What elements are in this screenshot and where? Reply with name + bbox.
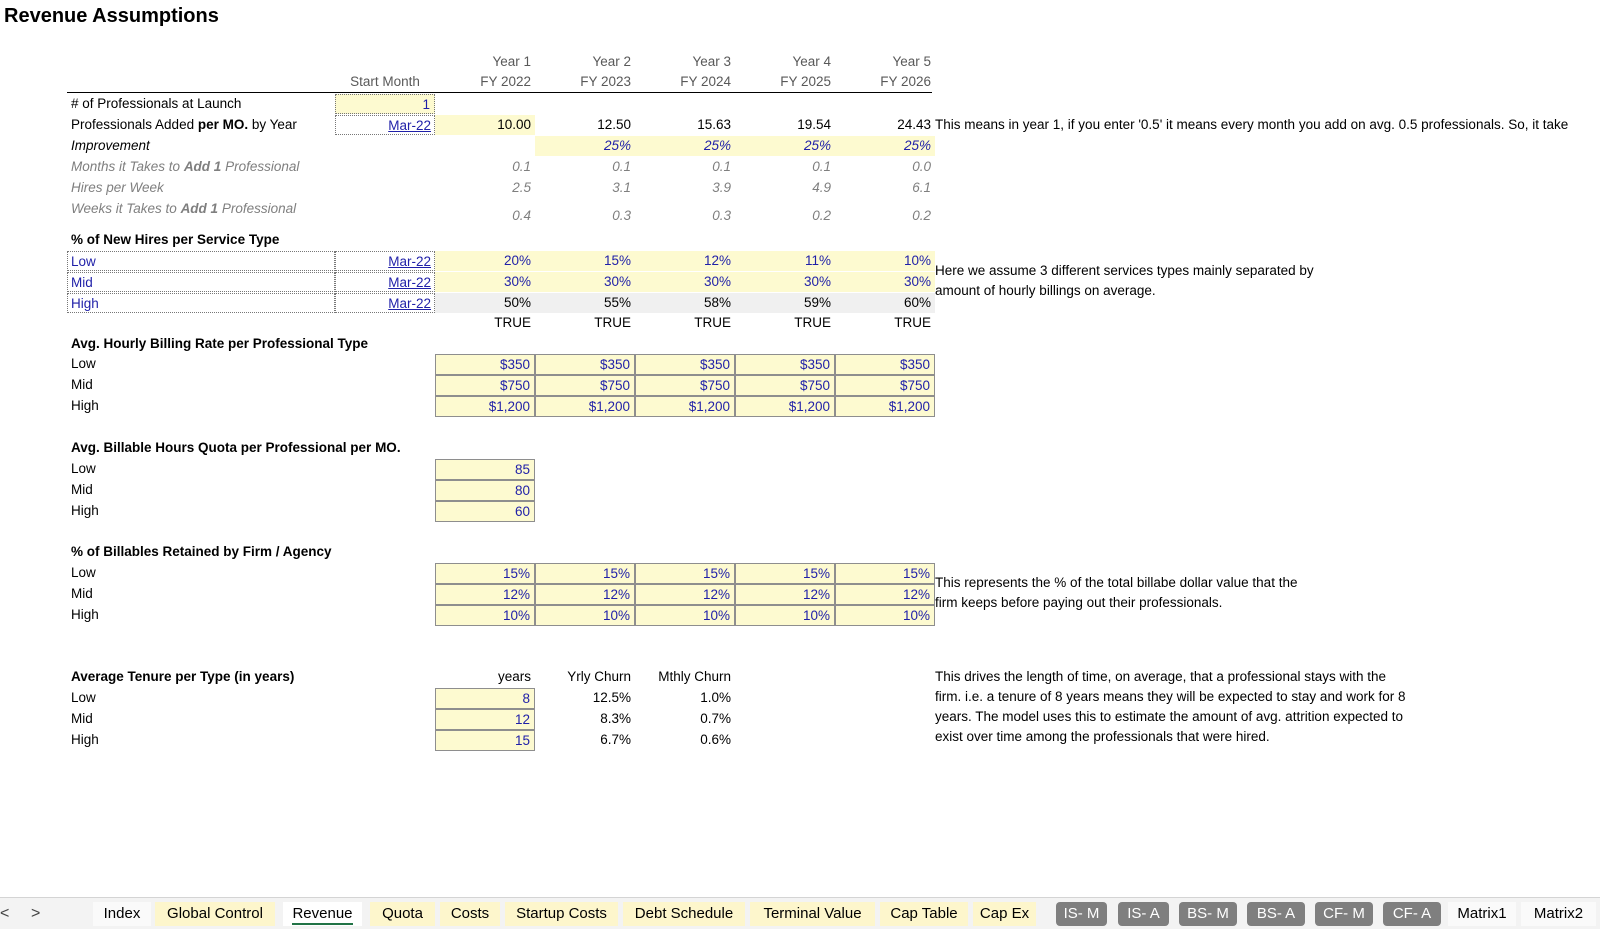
new-hire-pct-cell[interactable]: 20% bbox=[435, 251, 535, 271]
billing-rate-cell[interactable]: $1,200 bbox=[835, 396, 935, 417]
sheet-tab-label: Global Control bbox=[167, 905, 263, 922]
billing-rate-cell[interactable]: $750 bbox=[735, 375, 835, 396]
sheet-tab[interactable] bbox=[155, 902, 275, 926]
sheet-tab[interactable] bbox=[1247, 902, 1305, 926]
year-header: Year 5 bbox=[892, 54, 931, 69]
launch-label: # of Professionals at Launch bbox=[71, 96, 242, 111]
months-cell: 0.0 bbox=[912, 159, 931, 174]
hires-cell: 6.1 bbox=[912, 180, 931, 195]
improvement-cell[interactable]: 25% bbox=[735, 136, 835, 156]
sheet-tab[interactable] bbox=[1521, 902, 1596, 926]
sheet-tab-label: Matrix1 bbox=[1457, 905, 1507, 922]
added-value-cell: 24.43 bbox=[897, 117, 931, 132]
new-hire-pct-cell[interactable]: 30% bbox=[735, 272, 835, 292]
added-value-cell: 15.63 bbox=[697, 117, 731, 132]
sheet-tab-label: Quota bbox=[382, 905, 423, 922]
sheet-tab[interactable] bbox=[1448, 902, 1516, 926]
weeks-cell: 0.3 bbox=[712, 208, 731, 223]
retained-pct-cell[interactable]: 12% bbox=[735, 584, 835, 605]
row-label: Mid bbox=[71, 586, 93, 601]
weeks-cell: 0.4 bbox=[512, 208, 531, 223]
sheet-tab-label: Index bbox=[103, 905, 141, 922]
sheet-tab[interactable] bbox=[283, 902, 362, 926]
sheet-tab-label: Matrix2 bbox=[1533, 905, 1584, 922]
weeks-cell: 0.2 bbox=[912, 208, 931, 223]
billing-rate-cell[interactable]: $750 bbox=[635, 375, 735, 396]
tenure-note-line: firm. i.e. a tenure of 8 years means they will be expected to stay and work for 8 bbox=[935, 689, 1406, 704]
months-cell: 0.1 bbox=[812, 159, 831, 174]
billing-rate-cell[interactable]: $750 bbox=[535, 375, 635, 396]
retained-pct-cell[interactable]: 10% bbox=[835, 605, 935, 626]
sheet-tab-label: IS- A bbox=[1127, 905, 1160, 922]
year-header: Year 3 bbox=[692, 54, 731, 69]
retained-pct-cell[interactable]: 12% bbox=[435, 584, 535, 605]
row-label: High bbox=[71, 503, 99, 518]
sheet-tab-label: Revenue bbox=[292, 905, 352, 925]
tenure-heading: Average Tenure per Type (in years) bbox=[71, 669, 295, 684]
sheet-tab[interactable] bbox=[623, 902, 745, 926]
added-note: This means in year 1, if you enter '0.5' it means every month you add on avg. 0.5 professionals. So, it take bbox=[935, 117, 1569, 132]
row-label: High bbox=[71, 398, 99, 413]
retained-pct-cell[interactable]: 15% bbox=[735, 563, 835, 584]
sheet-tab-label: Cap Ex bbox=[979, 905, 1030, 922]
hours-quota-heading: Avg. Billable Hours Quota per Professional per MO. bbox=[71, 440, 401, 455]
added-start-cell[interactable]: Mar-22 bbox=[335, 115, 435, 135]
check-cell: TRUE bbox=[594, 315, 631, 330]
sheet-tab[interactable] bbox=[973, 902, 1036, 926]
sheet-tab-label: CF- M bbox=[1323, 905, 1365, 922]
sheet-tab[interactable] bbox=[370, 902, 435, 926]
tenure-note-line: This drives the length of time, on average, that a professional stays with the bbox=[935, 669, 1386, 684]
months-label: Months it Takes to Add 1 Professional bbox=[71, 159, 300, 174]
service-start-cell[interactable]: Mar-22 bbox=[335, 272, 435, 292]
sheet-tab[interactable] bbox=[1056, 902, 1107, 926]
fy-header: FY 2024 bbox=[680, 74, 731, 89]
mthly-churn-cell: 1.0% bbox=[700, 690, 731, 705]
page-title: Revenue Assumptions bbox=[4, 5, 219, 27]
hires-cell: 3.1 bbox=[612, 180, 631, 195]
sheet-tab-label: Terminal Value bbox=[763, 905, 862, 922]
new-hire-pct-cell: 55% bbox=[535, 293, 635, 313]
billing-rate-cell[interactable]: $1,200 bbox=[535, 396, 635, 417]
improvement-cell[interactable]: 25% bbox=[635, 136, 735, 156]
retained-pct-cell[interactable]: 15% bbox=[435, 563, 535, 584]
retained-pct-cell[interactable]: 12% bbox=[635, 584, 735, 605]
improvement-cell[interactable]: 25% bbox=[835, 136, 935, 156]
billing-rate-cell[interactable]: $750 bbox=[835, 375, 935, 396]
tenure-years-cell[interactable]: 8 bbox=[435, 688, 535, 709]
row-label: Mid bbox=[71, 377, 93, 392]
retained-pct-cell[interactable]: 10% bbox=[535, 605, 635, 626]
fy-header: FY 2022 bbox=[480, 74, 531, 89]
retained-heading: % of Billables Retained by Firm / Agency bbox=[71, 544, 332, 559]
tenure-years-cell[interactable]: 12 bbox=[435, 709, 535, 730]
row-label: Mid bbox=[71, 482, 93, 497]
sheet-tab-label: BS- A bbox=[1256, 905, 1296, 922]
new-hire-pct-cell[interactable]: 15% bbox=[535, 251, 635, 271]
sheet-tab-label: Debt Schedule bbox=[634, 905, 734, 922]
improvement-cell[interactable]: 25% bbox=[535, 136, 635, 156]
retained-pct-cell[interactable]: 15% bbox=[535, 563, 635, 584]
hires-cell: 4.9 bbox=[812, 180, 831, 195]
sheet-tab-label: Startup Costs bbox=[516, 905, 607, 922]
new-hire-pct-cell: 60% bbox=[835, 293, 935, 313]
row-label: High bbox=[71, 732, 99, 747]
sheet-tab[interactable] bbox=[93, 902, 151, 926]
added-value-cell: 19.54 bbox=[797, 117, 831, 132]
new-hire-pct-cell[interactable]: 30% bbox=[635, 272, 735, 292]
retained-pct-cell[interactable]: 12% bbox=[835, 584, 935, 605]
sheet-tab-bar bbox=[0, 897, 1600, 929]
sheet-tab-label: IS- M bbox=[1063, 905, 1100, 922]
sheet-tab[interactable] bbox=[750, 902, 875, 926]
check-cell: TRUE bbox=[694, 315, 731, 330]
sheet-tab-label: Cap Table bbox=[890, 905, 958, 922]
weeks-cell: 0.3 bbox=[612, 208, 631, 223]
sheet-tab[interactable] bbox=[1315, 902, 1373, 926]
tenure-note-line: exist over time among the professionals that were hired. bbox=[935, 729, 1270, 744]
service-start-cell[interactable]: Mar-22 bbox=[335, 293, 435, 313]
tenure-years-cell[interactable]: 15 bbox=[435, 730, 535, 751]
yrly-churn-cell: 8.3% bbox=[600, 711, 631, 726]
added-value-cell[interactable]: 10.00 bbox=[435, 115, 535, 135]
retained-pct-cell[interactable]: 10% bbox=[435, 605, 535, 626]
service-type-label: High bbox=[67, 293, 335, 313]
check-cell: TRUE bbox=[894, 315, 931, 330]
start-month-header: Start Month bbox=[350, 74, 420, 89]
yrly-churn-cell: 12.5% bbox=[592, 690, 631, 705]
billing-rate-cell[interactable]: $350 bbox=[735, 354, 835, 375]
row-label: Low bbox=[71, 461, 96, 476]
billing-rate-cell[interactable]: $1,200 bbox=[735, 396, 835, 417]
billing-rate-cell[interactable]: $350 bbox=[435, 354, 535, 375]
sheet-tab-label: BS- M bbox=[1187, 905, 1229, 922]
new-hire-pct-cell: 50% bbox=[435, 293, 535, 313]
year-header: Year 1 bbox=[492, 54, 531, 69]
sheet-tab[interactable] bbox=[505, 902, 618, 926]
tenure-years-header: years bbox=[497, 669, 531, 684]
retained-pct-cell[interactable]: 10% bbox=[635, 605, 735, 626]
new-hire-pct-cell[interactable]: 11% bbox=[735, 251, 835, 271]
fy-header: FY 2025 bbox=[780, 74, 831, 89]
added-value-cell: 12.50 bbox=[597, 117, 631, 132]
added-label: Professionals Added per MO. by Year bbox=[71, 117, 297, 132]
billing-rate-cell[interactable]: $350 bbox=[635, 354, 735, 375]
sheet-tab[interactable] bbox=[880, 902, 968, 926]
retained-pct-cell[interactable]: 15% bbox=[835, 563, 935, 584]
new-hire-pct-cell[interactable]: 12% bbox=[635, 251, 735, 271]
tenure-yrly-header: Yrly Churn bbox=[567, 669, 631, 684]
new-hire-pct-cell: 58% bbox=[635, 293, 735, 313]
row-label: Low bbox=[71, 356, 96, 371]
hires-label: Hires per Week bbox=[71, 180, 164, 195]
new-hires-note-1: Here we assume 3 different services types mainly separated by bbox=[935, 263, 1314, 278]
months-cell: 0.1 bbox=[712, 159, 731, 174]
weeks-label: Weeks it Takes to Add 1 Professional bbox=[71, 201, 297, 216]
launch-value-cell[interactable]: 1 bbox=[335, 94, 435, 114]
row-label: High bbox=[71, 607, 99, 622]
retained-pct-cell[interactable]: 12% bbox=[535, 584, 635, 605]
fy-header: FY 2026 bbox=[880, 74, 931, 89]
fy-header: FY 2023 bbox=[580, 74, 631, 89]
billing-rate-cell[interactable]: $350 bbox=[835, 354, 935, 375]
year-header: Year 2 bbox=[592, 54, 631, 69]
weeks-cell: 0.2 bbox=[812, 208, 831, 223]
sheet-tab-label: Costs bbox=[450, 905, 490, 922]
quota-hours-cell[interactable]: 80 bbox=[435, 480, 535, 501]
new-hires-heading: % of New Hires per Service Type bbox=[71, 232, 280, 247]
new-hire-pct-cell[interactable]: 30% bbox=[835, 272, 935, 292]
billing-rate-cell[interactable]: $750 bbox=[435, 375, 535, 396]
billing-rate-cell[interactable]: $1,200 bbox=[635, 396, 735, 417]
year-header: Year 4 bbox=[792, 54, 831, 69]
new-hire-pct-cell[interactable]: 10% bbox=[835, 251, 935, 271]
new-hire-pct-cell: 59% bbox=[735, 293, 835, 313]
row-label: Low bbox=[71, 565, 96, 580]
months-cell: 0.1 bbox=[612, 159, 631, 174]
hires-cell: 3.9 bbox=[712, 180, 731, 195]
sheet-tab-label: CF- A bbox=[1392, 905, 1432, 922]
improvement-label: Improvement bbox=[71, 138, 150, 153]
months-cell: 0.1 bbox=[512, 159, 531, 174]
sheet-tab[interactable] bbox=[1118, 902, 1169, 926]
service-start-cell[interactable]: Mar-22 bbox=[335, 251, 435, 271]
check-cell: TRUE bbox=[494, 315, 531, 330]
sheet-tab[interactable] bbox=[440, 902, 500, 926]
sheet-tab[interactable] bbox=[1383, 902, 1441, 926]
retained-pct-cell[interactable]: 10% bbox=[735, 605, 835, 626]
row-label: Mid bbox=[71, 711, 93, 726]
new-hire-pct-cell[interactable]: 30% bbox=[435, 272, 535, 292]
service-type-label: Mid bbox=[67, 272, 335, 292]
new-hire-pct-cell[interactable]: 30% bbox=[535, 272, 635, 292]
billing-rate-cell[interactable]: $1,200 bbox=[435, 396, 535, 417]
new-hires-note-2: amount of hourly billings on average. bbox=[935, 283, 1156, 298]
row-label: Low bbox=[71, 690, 96, 705]
sheet-tab[interactable] bbox=[1179, 902, 1237, 926]
retained-note-2: firm keeps before paying out their professionals. bbox=[935, 595, 1223, 610]
header-underline bbox=[67, 92, 932, 93]
mthly-churn-cell: 0.6% bbox=[700, 732, 731, 747]
mthly-churn-cell: 0.7% bbox=[700, 711, 731, 726]
billing-rate-cell[interactable]: $350 bbox=[535, 354, 635, 375]
tenure-mthly-header: Mthly Churn bbox=[658, 669, 731, 684]
quota-hours-cell[interactable]: 60 bbox=[435, 501, 535, 522]
service-type-label: Low bbox=[67, 251, 335, 271]
quota-hours-cell[interactable]: 85 bbox=[435, 459, 535, 480]
retained-note-1: This represents the % of the total billabe dollar value that the bbox=[935, 575, 1298, 590]
check-cell: TRUE bbox=[794, 315, 831, 330]
hires-cell: 2.5 bbox=[512, 180, 531, 195]
billing-rate-heading: Avg. Hourly Billing Rate per Professional Type bbox=[71, 336, 369, 351]
retained-pct-cell[interactable]: 15% bbox=[635, 563, 735, 584]
yrly-churn-cell: 6.7% bbox=[600, 732, 631, 747]
tab-scroll-prev-icon[interactable]: < bbox=[0, 905, 10, 922]
tenure-note-line: years. The model uses this to estimate the amount of avg. attrition expected to bbox=[935, 709, 1404, 724]
tab-scroll-next-icon[interactable]: > bbox=[31, 905, 41, 922]
